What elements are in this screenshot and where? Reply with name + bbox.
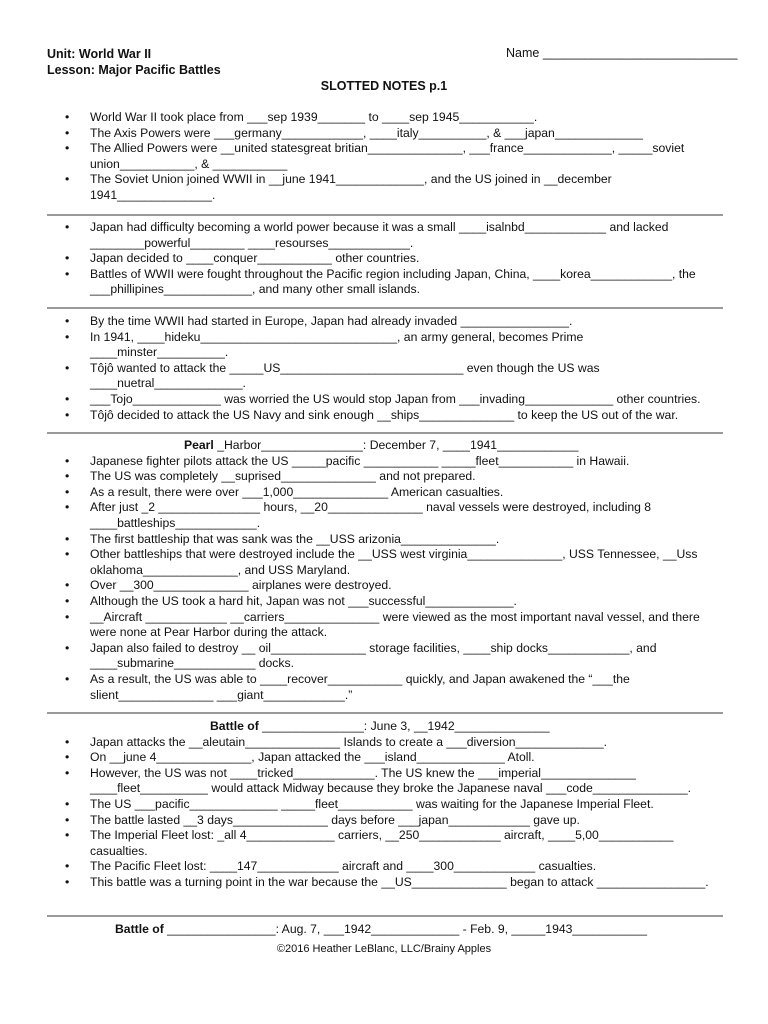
note-item: • However, the US was not ____tricked____________. The US knew the ___imperial______________ ____fleet__________ would attack Midway because they broke the Japanese naval ___code______________.	[47, 766, 723, 797]
note-item: • Japan attacks the __aleutain______________ Islands to create a ___diversion_____________.	[47, 735, 723, 751]
note-item: • The Allied Powers were __united statesgreat britian______________, ___france_____________, _____soviet union___________, & ___________	[47, 141, 723, 172]
section-heading	[47, 438, 723, 454]
note-item: • __Aircraft ____________ __carriers______________ were viewed as the most important naval vessel, and there were none at Pear Harbor during the attack.	[47, 610, 723, 641]
heading-bold: Battle of	[115, 922, 164, 936]
section-divider	[47, 307, 723, 309]
note-item: • Although the US took a hard hit, Japan was not ___successful_____________.	[47, 594, 723, 610]
name-field: Name ____________________________	[506, 46, 738, 60]
heading-text: ________________: Aug. 7, ___1942_____________ - Feb. 9, _____1943___________	[163, 922, 647, 936]
note-item: • The battle lasted __3 days______________ days before ___japan____________ gave up.	[47, 813, 723, 829]
note-item: • Tôjô wanted to attack the _____US___________________________ even though the US was ____nuetral_____________.	[47, 361, 723, 392]
note-item: • The Axis Powers were ___germany____________, ____italy__________, & ___japan_____________	[47, 126, 723, 142]
heading-bold: Battle of	[210, 719, 259, 733]
section-ww2-overview	[47, 110, 723, 204]
section-heading	[47, 719, 723, 735]
note-item: • Japanese fighter pilots attack the US _____pacific ___________ _____fleet___________ in Hawaii.	[47, 454, 723, 470]
note-item: • Japan also failed to destroy __ oil______________ storage facilities, ____ship docks____________, and ____submarine____________ docks.	[47, 641, 723, 672]
note-item: • ___Tojo_____________ was worried the US would stop Japan from ___invading_____________ other countries.	[47, 392, 723, 408]
section-japan-power	[47, 220, 723, 298]
lesson-label: Lesson: Major Pacific Battles	[47, 63, 221, 77]
note-item: • Battles of WWII were fought throughout the Pacific region including Japan, China, ____korea____________, the ___phillipines_____________, and many other small islands.	[47, 267, 723, 298]
note-item: • As a result, there were over ___1,000______________ American casualties.	[47, 485, 723, 501]
section-divider	[47, 712, 723, 714]
note-item: • The US ___pacific_____________ _____fleet___________ was waiting for the Japanese Imperial Fleet.	[47, 797, 723, 813]
note-item: • Over __300______________ airplanes were destroyed.	[47, 578, 723, 594]
section-divider	[47, 432, 723, 434]
note-item: • The Pacific Fleet lost: ____147____________ aircraft and ____300____________ casualties.	[47, 859, 723, 875]
note-item: • Japan decided to ____conquer___________ other countries.	[47, 251, 723, 267]
guadalcanal-heading	[115, 922, 647, 936]
note-item: • Tôjô decided to attack the US Navy and sink enough __ships______________ to keep the US out of the war.	[47, 408, 723, 424]
page-title: SLOTTED NOTES p.1	[320, 79, 448, 93]
note-item: • In 1941, ____hideku_____________________________, an army general, becomes Prime ____minster__________.	[47, 330, 723, 361]
note-item: • By the time WWII had started in Europe, Japan had already invaded ________________.	[47, 314, 723, 330]
note-item: • World War II took place from ___sep 1939_______ to ____sep 1945___________.	[47, 110, 723, 126]
note-item: • This battle was a turning point in the war because the __US______________ began to attack ________________.	[47, 875, 723, 891]
note-item: • After just _2 _______________ hours, __20______________ naval vessels were destroyed, including 8 ____battleships____________.	[47, 500, 723, 531]
note-item: • The first battleship that was sank was the __USS arizonia______________.	[47, 532, 723, 548]
note-item: • Other battleships that were destroyed include the __USS west virginia______________, USS Tennessee, __Uss oklahoma______________, and USS Maryland.	[47, 547, 723, 578]
note-item: • As a result, the US was able to ____recover___________ quickly, and Japan awakened the “___the slient______________ ___giant____________.”	[47, 672, 723, 703]
note-item: • The Soviet Union joined WWII in __june 1941_____________, and the US joined in __december 1941______________.	[47, 172, 723, 203]
section-midway	[47, 719, 723, 891]
heading-text: _______________: June 3, __1942______________	[258, 719, 550, 733]
heading-text: _Harbor_______________: December 7, ____1941____________	[213, 438, 579, 452]
note-item: • The US was completely __suprised______________ and not prepared.	[47, 469, 723, 485]
section-tojo	[47, 314, 723, 423]
section-divider	[47, 915, 723, 917]
heading-bold: Pearl	[184, 438, 214, 452]
copyright-notice: ©2016 Heather LeBlanc, LLC/Brainy Apples	[276, 943, 492, 955]
unit-label: Unit: World War II	[47, 47, 152, 61]
section-pearl-harbor	[47, 438, 723, 703]
note-item: • The Imperial Fleet lost: _all 4_____________ carriers, __250____________ aircraft, ____5,00___________ casualties.	[47, 828, 723, 859]
section-divider	[47, 214, 723, 216]
note-item: • On __june 4______________, Japan attacked the ___island_____________ Atoll.	[47, 750, 723, 766]
note-item: • Japan had difficulty becoming a world power because it was a small ____isalnbd____________ and lacked ________powerful________ ____resourses____________.	[47, 220, 723, 251]
header-block	[47, 46, 221, 78]
